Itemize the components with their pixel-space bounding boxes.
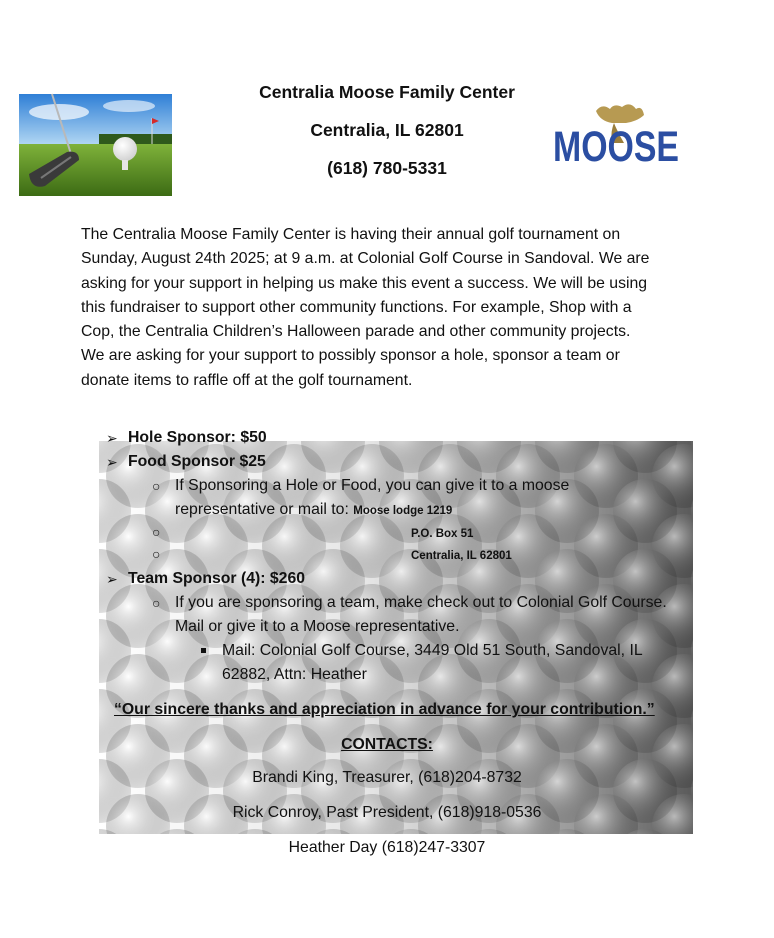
- mail-instruction: 62882, Attn: Heather: [222, 666, 367, 683]
- arrow-bullet-icon: ➢: [106, 571, 118, 587]
- circle-bullet-icon: ○: [152, 478, 161, 494]
- team-note: If you are sponsoring a team, make check out to Colonial Golf Course.: [175, 594, 667, 611]
- arrow-bullet-icon: ➢: [106, 430, 118, 446]
- golf-ball-club-icon: [19, 94, 172, 196]
- intro-paragraph: [81, 223, 691, 393]
- food-note-text: representative or mail to:: [175, 501, 349, 518]
- intro-line: Cop, the Centralia Children’s Halloween parade and other community projects.: [81, 323, 631, 341]
- thanks-message: “Our sincere thanks and appreciation in advance for your contribution.”: [114, 701, 655, 718]
- circle-bullet-icon: ○: [152, 524, 161, 540]
- org-name: Centralia Moose Family Center: [259, 82, 515, 102]
- hole-sponsor: Hole Sponsor: $50: [128, 429, 267, 446]
- intro-line: asking for your support in helping us make this event a success. We will be using: [81, 274, 648, 292]
- golf-photo: [19, 94, 172, 196]
- mail-instruction: Mail: Colonial Golf Course, 3449 Old 51 South, Sandoval, IL: [222, 642, 643, 659]
- intro-line: The Centralia Moose Family Center is having their annual golf tournament on: [81, 226, 621, 243]
- intro-line: donate items to raffle off at the golf tournament.: [81, 371, 413, 389]
- contacts-heading: CONTACTS:: [341, 736, 433, 753]
- mail-address-line: Centralia, IL 62801: [411, 550, 512, 562]
- mail-address-line: Moose lodge 1219: [353, 505, 453, 517]
- org-phone: (618) 780-5331: [327, 158, 447, 178]
- food-note: [175, 501, 452, 519]
- team-note: Mail or give it to a Moose representative.: [175, 618, 460, 635]
- team-sponsor: Team Sponsor (4): $260: [128, 570, 306, 587]
- food-sponsor: Food Sponsor $25: [128, 453, 266, 470]
- contact-item: Heather Day (618)247-3307: [288, 839, 486, 856]
- intro-line: We are asking for your support to possibly sponsor a hole, sponsor a team or: [81, 347, 620, 365]
- contact-item: Brandi King, Treasurer, (618)204-8732: [252, 769, 522, 786]
- food-note: If Sponsoring a Hole or Food, you can give it to a moose: [175, 477, 570, 494]
- moose-logo: [552, 103, 682, 171]
- intro-line: this fundraiser to support other community functions. For example, Shop with a: [81, 298, 632, 316]
- arrow-bullet-icon: ➢: [106, 454, 118, 470]
- org-city: Centralia, IL 62801: [310, 120, 464, 140]
- mail-address-line: P.O. Box 51: [411, 528, 474, 540]
- intro-line: Sunday, August 24th 2025; at 9 a.m. at Colonial Golf Course in Sandoval. We are: [81, 250, 650, 268]
- contact-item: Rick Conroy, Past President, (618)918-0536: [232, 804, 542, 821]
- circle-bullet-icon: ○: [152, 546, 161, 562]
- circle-bullet-icon: ○: [152, 595, 161, 611]
- moose-logo-text: MOOSE: [553, 123, 679, 171]
- square-bullet-icon: [201, 648, 206, 653]
- moose-logo-icon: [552, 103, 682, 171]
